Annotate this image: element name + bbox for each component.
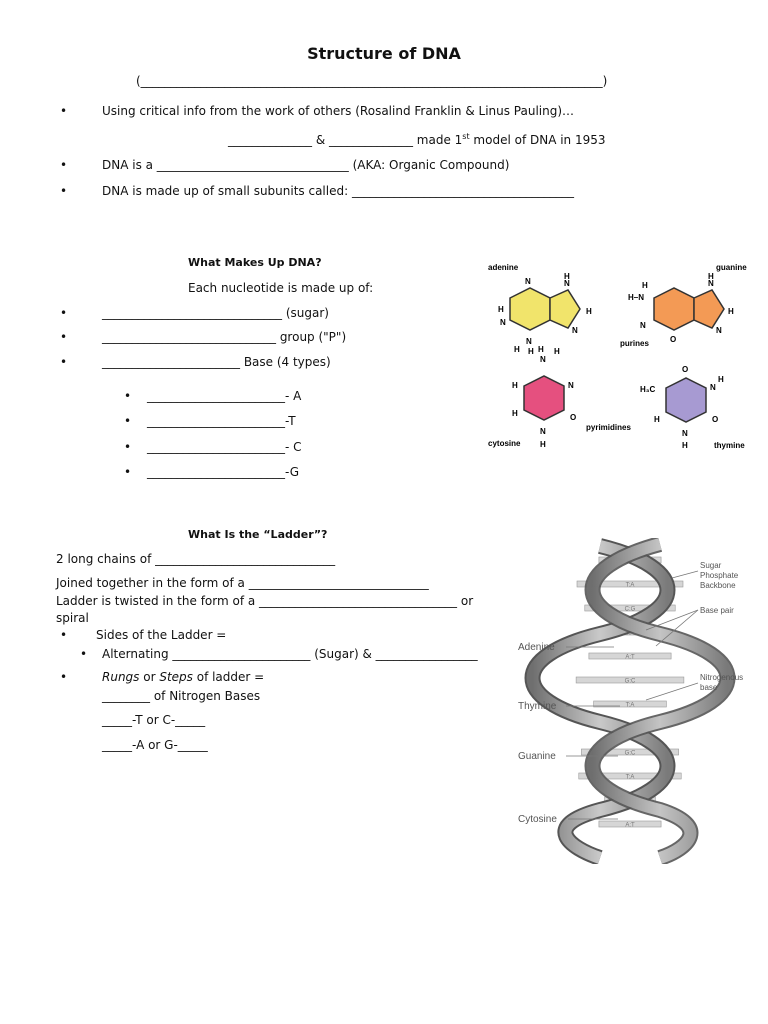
svg-text:O: O [570, 413, 577, 422]
intro-line2-blanks: ______________ & ______________ made 1 [228, 133, 463, 147]
svg-text:N: N [526, 337, 532, 346]
section-subheading: Each nucleotide is made up of: [188, 281, 374, 295]
label-nitrogenous: Nitrogenous [700, 673, 744, 682]
svg-text:H: H [642, 281, 648, 290]
intro-bullet-3: DNA is made up of small subunits called: _____________________________________ [102, 184, 574, 198]
pyrimidines-label: pyrimidines [586, 423, 631, 432]
svg-text:H: H [512, 409, 518, 418]
nucleotide-part-1: ______________________________ (sugar) [102, 306, 329, 320]
svg-text:N: N [710, 383, 716, 392]
adenine-label: adenine [488, 263, 519, 272]
ladder-line-3: Ladder is twisted in the form of a _________________________________ or [56, 594, 474, 608]
page-title: Structure of DNA [307, 44, 461, 63]
svg-text:H: H [564, 272, 570, 281]
ladder-line-4: spiral [56, 611, 89, 625]
bullet-dot: • [124, 389, 132, 403]
sides-bullet: Sides of the Ladder = [96, 628, 227, 642]
label-phosphate: Phosphate [700, 571, 739, 580]
svg-text:H: H [728, 307, 734, 316]
intro-bullet-1-line2 [228, 132, 606, 147]
rungs-tail: of ladder = [192, 670, 265, 684]
dna-helix-figure [510, 538, 762, 864]
base-item-a: _______________________- A [147, 389, 302, 403]
helix-rung-label: T:A [625, 774, 635, 781]
alternating-line: Alternating _______________________ (Sugar) & _________________ [102, 647, 478, 661]
svg-text:H: H [586, 307, 592, 316]
thymine-label: thymine [714, 441, 745, 450]
nucleotide-part-3: _______________________ Base (4 types) [102, 355, 331, 369]
superscript-st: st [462, 132, 470, 141]
label-guanine: Guanine [518, 751, 556, 762]
bullet-dot: • [60, 184, 68, 198]
helix-rung-label: T:A [625, 630, 635, 637]
helix-rung-label: C:G [624, 798, 636, 805]
svg-text:H: H [708, 272, 714, 281]
cytosine-label: cytosine [488, 439, 521, 448]
section-heading-makeup: What Makes Up DNA? [188, 256, 322, 269]
svg-text:H: H [682, 441, 688, 450]
bullet-dot: • [124, 414, 132, 428]
intro-bullet-1: Using critical info from the work of others (Rosalind Franklin & Linus Pauling)… [102, 104, 575, 118]
label-backbone: Backbone [700, 581, 736, 590]
bullet-dot: • [124, 440, 132, 454]
base-item-g: _______________________-G [147, 465, 300, 479]
svg-text:H: H [512, 381, 518, 390]
svg-text:H: H [528, 347, 534, 356]
section-heading-ladder: What Is the “Ladder”? [188, 528, 328, 541]
svg-text:N: N [682, 429, 688, 438]
helix-rung-label: T:A [625, 702, 635, 709]
label-cytosine: Cytosine [518, 814, 557, 825]
rungs-line-2: ________ of Nitrogen Bases [102, 689, 261, 703]
bullet-dot: • [60, 104, 68, 118]
label-adenine: Adenine [518, 642, 555, 653]
svg-text:H: H [538, 345, 544, 354]
base-item-c: _______________________- C [147, 440, 302, 454]
nitrogen-bases-figure [478, 258, 754, 458]
intro-line2-tail: model of DNA in 1953 [469, 133, 606, 147]
bullet-dot: • [60, 306, 68, 320]
label-base: base [700, 683, 718, 692]
subtitle-blank: (_____________________________________________________________________________) [136, 74, 608, 88]
svg-text:H₃C: H₃C [640, 385, 656, 394]
helix-rung-label: A:T [625, 726, 635, 733]
svg-text:O: O [712, 415, 719, 424]
bullet-dot: • [124, 465, 132, 479]
guanine-label: guanine [716, 263, 747, 272]
ladder-line-1: 2 long chains of ______________________________ [56, 552, 336, 566]
nucleotide-part-2: _____________________________ group ("P") [102, 330, 347, 344]
base-item-t: _______________________-T [147, 414, 296, 428]
svg-text:H: H [554, 347, 560, 356]
svg-text:O: O [670, 335, 677, 344]
helix-rung-label: A:T [625, 822, 635, 829]
helix-rung-label: G:C [624, 750, 636, 757]
rungs-line-3: _____-T or C-_____ [102, 713, 206, 727]
svg-text:N: N [564, 279, 570, 288]
svg-text:N: N [540, 427, 546, 436]
helix-rung-label: G:C [624, 558, 636, 565]
svg-text:N: N [568, 381, 574, 390]
svg-text:N: N [708, 279, 714, 288]
svg-text:N: N [640, 321, 646, 330]
svg-text:H: H [654, 415, 660, 424]
svg-text:N: N [540, 355, 546, 364]
helix-rung-label: G:C [624, 678, 636, 685]
svg-text:N: N [572, 326, 578, 335]
rungs-or: or [139, 670, 160, 684]
svg-text:H: H [498, 305, 504, 314]
purines-label: purines [620, 339, 649, 348]
ladder-line-2: Joined together in the form of a ______________________________ [56, 576, 429, 590]
bullet-dot: • [60, 330, 68, 344]
bullet-dot: • [60, 158, 68, 172]
helix-rung-label: C:G [624, 606, 636, 613]
svg-text:H: H [540, 440, 546, 449]
svg-text:N: N [716, 326, 722, 335]
helix-rung-label: A:T [625, 654, 635, 661]
label-thymine: Thymine [518, 701, 557, 712]
rungs-line-4: _____-A or G-_____ [102, 738, 208, 752]
svg-text:H–N: H–N [628, 293, 645, 302]
label-base-pair: Base pair [700, 606, 734, 615]
svg-text:H: H [718, 375, 724, 384]
svg-text:O: O [682, 365, 689, 374]
svg-text:N: N [500, 318, 506, 327]
bullet-dot: • [60, 670, 68, 684]
svg-text:N: N [525, 277, 531, 286]
rungs-bullet [102, 670, 264, 684]
svg-text:H: H [514, 345, 520, 354]
rungs-word: Rungs [102, 670, 140, 684]
bullet-dot: • [80, 647, 88, 661]
bullet-dot: • [60, 628, 68, 642]
steps-word: Steps [159, 670, 193, 684]
helix-rung-label: T:A [625, 582, 635, 589]
bullet-dot: • [60, 355, 68, 369]
label-sugar: Sugar [700, 561, 722, 570]
intro-bullet-2: DNA is a ________________________________ (AKA: Organic Compound) [102, 158, 510, 172]
